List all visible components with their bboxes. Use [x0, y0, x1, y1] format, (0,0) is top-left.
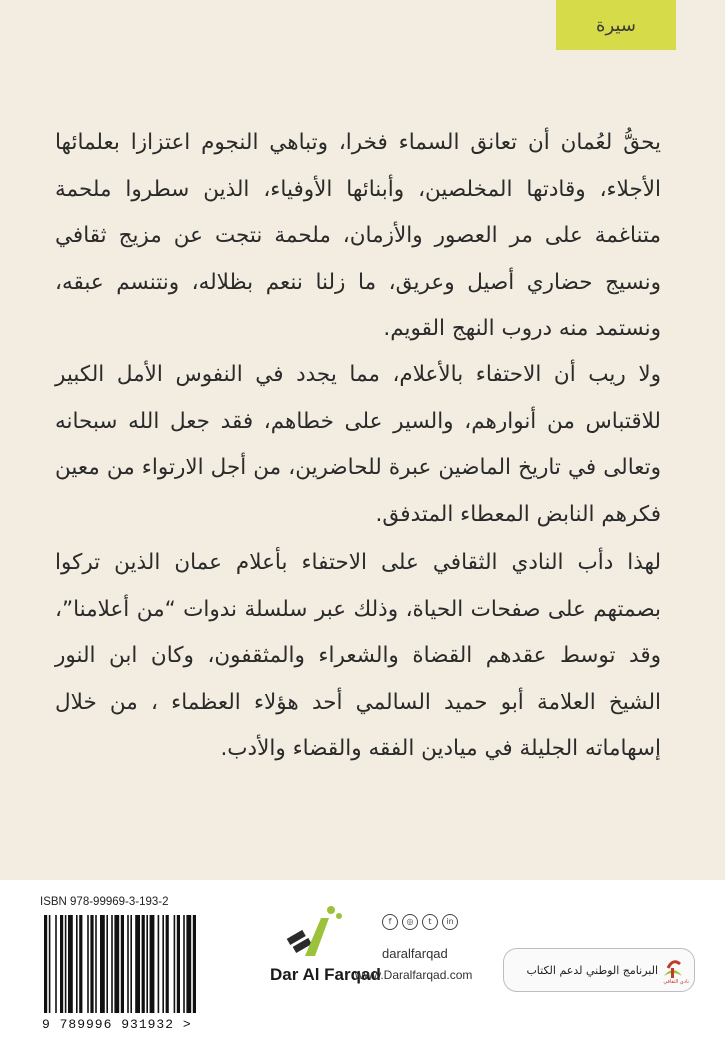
barcode-bar — [166, 915, 169, 1013]
category-tag — [556, 0, 676, 50]
barcode-bar — [142, 915, 145, 1013]
barcode-bar — [174, 915, 176, 1013]
barcode-bar — [76, 915, 78, 1013]
twitter-icon[interactable]: t — [422, 914, 438, 930]
paragraph-1 — [55, 120, 661, 353]
publisher-logo-icon — [285, 900, 345, 960]
barcode-bar — [135, 915, 140, 1013]
barcode-bar — [106, 915, 108, 1013]
barcode-bar — [183, 915, 185, 1013]
social-icons — [382, 914, 458, 930]
barcode-bar — [95, 915, 97, 1013]
facebook-icon[interactable]: f — [382, 914, 398, 930]
barcode-bar — [150, 915, 155, 1013]
barcode-bar — [90, 915, 93, 1013]
barcode — [40, 913, 255, 1015]
program-badge — [503, 948, 695, 992]
barcode-bar — [146, 915, 148, 1013]
barcode-bar — [158, 915, 160, 1013]
barcode-bar — [87, 915, 89, 1013]
barcode-bar — [79, 915, 82, 1013]
barcode-bar — [162, 915, 164, 1013]
publisher-name: Dar Al Farqad — [270, 965, 381, 984]
linkedin-icon[interactable]: in — [442, 914, 458, 930]
barcode-bar — [186, 915, 191, 1013]
barcode-bar — [193, 915, 196, 1013]
category-label: سيرة — [596, 14, 636, 36]
program-icon-label: نادي الثقافي — [663, 979, 689, 985]
barcode-bar — [121, 915, 124, 1013]
barcode-bar — [111, 915, 113, 1013]
isbn-label: ISBN 978-99969-3-193-2 — [40, 896, 169, 908]
barcode-bar — [44, 915, 47, 1013]
barcode-bar — [127, 915, 129, 1013]
paragraph-2 — [55, 352, 661, 538]
barcode-bar — [177, 915, 180, 1013]
social-handle: daralfarqad — [382, 946, 448, 961]
website-link[interactable]: www.Daralfarqad.com — [355, 968, 473, 982]
barcode-bar — [65, 915, 67, 1013]
barcode-bar — [55, 915, 57, 1013]
barcode-bar — [114, 915, 119, 1013]
barcode-bar — [130, 915, 132, 1013]
barcode-bar — [68, 915, 73, 1013]
barcode-digits: 9 789996 931932 > — [42, 1017, 192, 1032]
barcode-bar — [49, 915, 51, 1013]
barcode-bar — [100, 915, 105, 1013]
paragraph-3 — [55, 540, 661, 773]
paragraph-text: لهذا دأب النادي الثقافي على الاحتفاء بأعلام عمان الذين تركوا بصمتهم على صفحات الحياة، وذلك عبر سلسلة ندوات “من أعلامنا”، وقد توسط عقدهم القضاة والشعراء والمثقفون، وكان ابن النور الشيخ العلامة أبو حميد السالمي أحد هؤلاء العظماء ، من خلال إسهاماته الجليلة في ميادين الفقه والقضاء والأدب. — [55, 550, 661, 761]
program-text: البرنامج الوطني لدعم الكتاب — [526, 963, 658, 977]
barcode-bar — [60, 915, 63, 1013]
paragraph-text: ولا ريب أن الاحتفاء بالأعلام، مما يجدد في النفوس الأمل الكبير للاقتباس من أنوارهم، والسير على خطاهم، فقد جعل الله سبحانه وتعالى في تاريخ الماضين عبرة للحاضرين، من أجل الارتواء من معين فكرهم النابض المعطاء المتدفق. — [55, 362, 661, 527]
instagram-icon[interactable]: ◎ — [402, 914, 418, 930]
paragraph-text: يحقُّ لعُمان أن تعانق السماء فخرا، وتباهي النجوم اعتزازا بعلمائها الأجلاء، وقادتها المخلصين، وأبنائها الأوفياء، الذين سطروا ملحمة متناغمة على مر العصور والأزمان، ملحمة نتجت عن مزيج ثقافي ونسيج حضاري أصيل وعريق، ما زلنا ننعم بظلاله، ونتنسم عبقه، ونستمد منه دروب النهج القويم. — [55, 130, 661, 341]
